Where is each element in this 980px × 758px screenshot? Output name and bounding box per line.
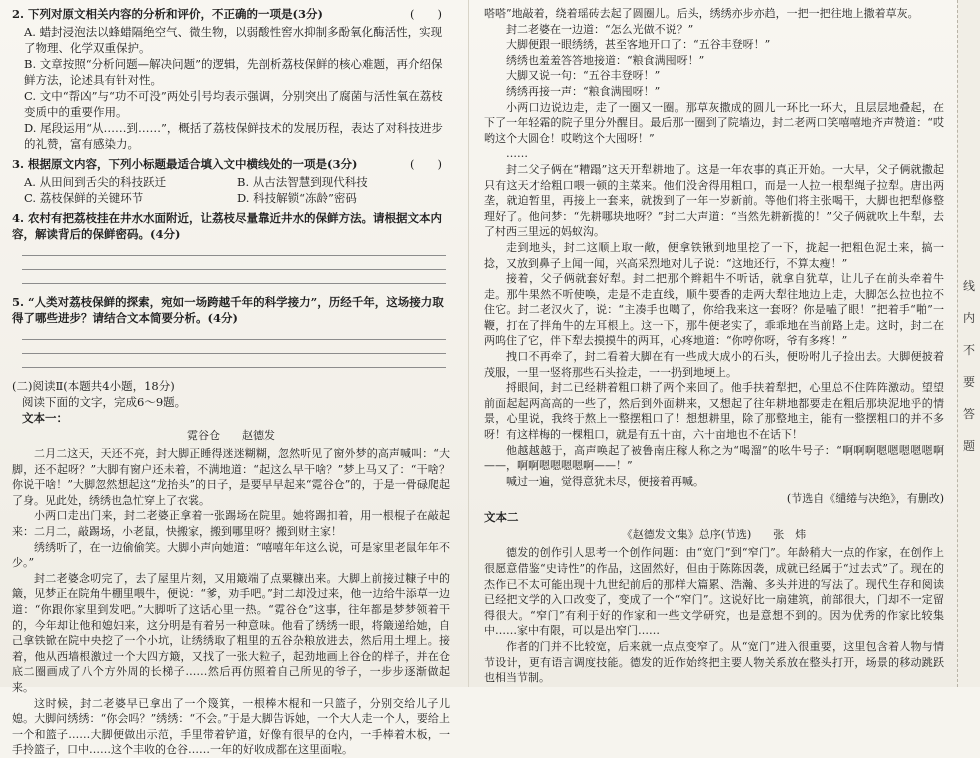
margin-char: 答 [962, 407, 975, 421]
story-paragraph: 嗒嗒”地敲着，绕着瑶砖去起了圆圈儿。后头，绣绣亦步亦趋，一把一把往地上撒着草灰。 [484, 7, 919, 20]
answer-paren: ( ) [410, 157, 442, 171]
story-title: 霓谷仓 赵德发 [187, 429, 275, 442]
margin-char: 不 [962, 343, 975, 357]
text1-label: 文本一： [22, 411, 68, 425]
question-2-stem: 2. 下列对原文相关内容的分析和评价，不正确的一项是(3分) [12, 7, 323, 21]
story-paragraph: 拽口不再牵了，封二看着大脚在有一些成大成小的石头，便吩咐儿子捡出去。大脚便披着茂服，一里一竖将那些石头捡走，一一扔到地埂上。 [484, 350, 944, 379]
q3-option-c: C. 荔枝保鲜的关键环节 [24, 191, 144, 205]
story-paragraph: 小两口边说边走，走了一圈又一圈。那草灰撒成的圆儿一环比一环大，且层层地叠起，在下了一年轻霜的院子里分外醒目。最后那一圈到了院墙边，封二老两口笑嘻嘻地齐声赞道：“哎哟这个大圆仓！哎哟这个大囤呀！” [484, 100, 944, 145]
question-2 [12, 6, 450, 22]
q2-option-b: B. 文章按照“分析问题—解决问题”的逻辑，先剖析荔枝保鲜的核心难题，再介绍保鲜方法，论述具有针对性。 [24, 57, 443, 87]
q2-option-c: C. 文中“帮凶”与“功不可没”两处引号均表示强调，分别突出了腐菌与活性氧在荔枝变质中的重要作用。 [24, 89, 443, 119]
section-title: (二)阅读Ⅱ(本题共4小题，18分) [12, 379, 175, 393]
question-3-stem: 3. 根据原文内容，下列小标题最适合填入文中横线处的一项是(3分) [12, 157, 358, 171]
story-paragraph: 他越越越于，高声唤起了被鲁南庄稼人称之为“喝溜”的吆牛号子：“啊啊啊嗯嗯嗯嗯嗯啊——，啊啊嗯嗯嗯嗯啊——！” [484, 443, 944, 473]
story-paragraph: 封二老婆念叨完了，去了屋里片刻，又用簸端了点粟糠出来。大脚上前接过糠子中的簸，见梦正在院角牛棚里喂牛，便说：“爹，劝手吧。”封二却没过来，他一边给牛添草一边道：“你跟你家里到发吧。”大脚听了这话心里一热。“霓谷仓”这事，往年都是梦梦领着干的，今年却让他和媳妇来，这分明是有着另一种意味。他看了绣绣一眼，将簸递给她，自己拿铁锨在院中央挖了一个小坑，让绣绣取了粗里的五谷杂粮放进去，然后用土埋上。接着，他从西墙根激过一个大四方簸，又找了一张大粒子，起劲地画上谷仓的样子，并在仓底二圈画成了八个方外周的长梯子……然后再仿照着自己所见的爷子，一步步逐渐做起来。 [12, 571, 450, 694]
article-title: 《赵德发文集》总序(节选) 张 炜 [621, 528, 807, 542]
text2-label: 文本二 [484, 510, 519, 525]
story-paragraph: 小两口走出门来，封二老婆正拿着一张踢场在院里。她将踢扣着，用一根棍子在敲起来：二月二，敲踢场，小老鼠，快搬家，搬到哪里呀？搬到财主家！ [12, 509, 450, 538]
story-paragraph: 绣绣也羞羞答答地接道：“粮食满囤呀！” [506, 53, 705, 67]
answer-line[interactable] [22, 353, 446, 354]
story-paragraph: 大脚便跟一眼绣绣，甚至客地开口了：“五谷丰登呀！” [506, 38, 771, 52]
answer-line[interactable] [22, 269, 446, 270]
question-3 [12, 156, 450, 172]
q3-options [12, 174, 450, 206]
story-paragraph: 喊过一遍，觉得意犹未尽，便接着再喊。 [506, 474, 704, 488]
q3-option-b: B. 从古法智慧到现代科技 [237, 175, 368, 189]
story-paragraph: 走到地头，封二这顺上取一敞，便拿铁锹到地里挖了一下，拢起一把粗色泥土来，搞一捻，又放到鼻子上闻一闻，兴高采烈地对儿子说：“这地还行，不算太瘦！” [484, 240, 944, 270]
binding-margin [957, 0, 980, 687]
margin-char: 题 [962, 439, 975, 453]
answer-line[interactable] [22, 255, 446, 256]
column-divider [468, 0, 469, 687]
story-paragraph: 这时候，封二老婆早已拿出了一个篾箕，一根棒木棍和一只篮子，分别交给儿子儿媳。大脚问绣绣：“你会吗？”绣绣：“不会。”于是大脚告诉她，一个大人走一个人，要给上一个和篮子……大脚便做出示范，手里带着铲道，好像有很早的仓内，一手棒着木板，一手拎篮子，口中……这个丰收的仓谷……一年的好收成都在这里面啦。 [12, 696, 450, 757]
q2-option-a: A. 蜡封浸泡法以蜂蜡隔绝空气、微生物，以弱酸性窖水抑制多酚氧化酶活性，实现了物理、化学双重保护。 [24, 25, 443, 55]
margin-char: 内 [962, 311, 975, 325]
question-4: 4. 农村有把荔枝挂在井水水面附近，让荔枝尽量靠近井水的保鲜方法。请根据文本内容，解读背后的保鲜密码。(4分) [12, 211, 443, 241]
story-paragraph: 接着，父子俩就套好犁。封二把那个辫耜牛不听话，就拿自犹草，让儿子在前头牵着牛走。那牛果然不听使唤，走是不走直线，顺牛要香的走两大犁往地边上走，大脚怎么拉也拉不住它。封二老汉火了，说：“主凑手也噶了，你给我来这一套呀？你是嗑了眼！”把着手“啪”一鞭，打在了拌角牛的左耳根上。这一下，那牛便老实了，乖乖地在当前路上走。这时，封二在两呜住了它，伴下犁去摸摸牛的两耳，心疼地道：“你哼你呀，爷有多疼！” [484, 272, 944, 348]
source-note: (节选自《缱绻与决绝》，有删改) [786, 492, 944, 506]
margin-notice [961, 270, 977, 462]
story-paragraph: 大脚又说一句：“五谷丰登呀！” [506, 69, 661, 83]
article-paragraph: 作者的门并不比较宽，后来就一点点变窄了。从“宽门”进入很重要，这里包含着人物与情节设计，更有语言调度技能。德发的近作始终把主要人物关系放在整头打开，场景的移动跳跃也相当节制。 [484, 639, 944, 685]
ellipsis-line: …… [506, 147, 528, 161]
answer-paren: ( ) [410, 7, 442, 21]
story-paragraph: 二月二这天，天还不亮，封大脚正睡得迷迷糊糊，忽然听见了窗外梦的高声喊叫：“大脚，还不起呀？”大脚有窗户还未着，不满地道：“起这么早干啥？”梦上马又了：“干啥？你说干啥！”大脚忽然想起这“龙抬头”的日子，是要早早起来“霓谷仓”的，于是一骨碌爬起了身。见此处，绣绣也急忙穿上了衣裳。 [12, 447, 450, 507]
answer-line[interactable] [22, 367, 446, 368]
right-column [474, 0, 952, 687]
margin-char: 要 [962, 375, 975, 389]
margin-char: 线 [962, 279, 975, 293]
story-paragraph: 封二老婆在一边道：“怎么光做不说？” [506, 22, 694, 36]
left-column [0, 0, 462, 757]
story-paragraph: 捋眼间，封二已经耕着粗口耕了两个来回了。他手扶着犁把，心里总不住阵阵激动。望望前面起起两高高的一些了，然后到外面耕来，又想起了往年耕地都要走在粗后那块泥地乎的情景，心里说，我终于熬上一整摆粗口了！想想耕里，除了那整地主，能有一整摆粗口的并不多呀！有这样梅的一棵粗口，就是有五十亩，六十亩地也不在话下！ [484, 381, 944, 442]
story-paragraph: 绣绣再接一声：“粮食满囤呀！” [506, 84, 661, 98]
story-paragraph: 绣绣听了，在一边偷偷笑。大脚小声向她道：“嘻嘻年年这么说，可是家里老鼠年年不少。” [12, 540, 450, 570]
instruction: 阅读下面的文字，完成6～9题。 [22, 395, 187, 409]
answer-line[interactable] [22, 283, 446, 284]
q2-option-d: D. 尾段运用“从……到……”，概括了荔枝保鲜技术的发展历程，表达了对科技进步的礼赞，富有感染力。 [24, 121, 443, 151]
question-5: 5. “人类对荔枝保鲜的探索，宛如一场跨越千年的科学接力”，历经千年，这场接力取得了哪些进步？请结合文本简要分析。(4分) [12, 295, 444, 325]
q3-option-a: A. 从田间到舌尖的科技跃迁 [24, 175, 167, 189]
article-paragraph: 德发的创作引人思考一个创作问题：由“宽门”到“窄门”。年龄稍大一点的作家，在创作上很愿意借鉴“史诗性”的作品，这固然好，但由于陈陈因袭，成就已经属于“过去式”了。现在的杰作已不太可能出现十九世纪前后的那样大篇累、浩瀚、多头并进的写法了。现代生存和阅读已经把文学的入口改变了，变成了一个“窄门”。这说好比一扇建筑，前部很大，门却不一定留得很大。“窄门”有利于好的作家和一些文学研究，也是意想不到的。因为优秀的作家比较集中……家中有限，可以是出窄门…… [484, 546, 944, 638]
story-paragraph: 封二父子俩在“糟蹋”这天开犁耕地了。这是一年农事的真正开始。一大早，父子俩就撒起只有这天才给粗口喂一顿的主菜来。他们没舍得用粗口，而是一人拉一根犁绳子拉犁。唐出两垄，就迫暂里，再接上一套来，就拨到了一年一岁新前。等他们将主张喝干，大脚也把犁修整理好了。他问梦：“先耕哪块地呀？”封二大声道：“当然先耕新揽的！”父子俩就吹上牛犁，去了村西三里远的妈蚁沟。 [484, 162, 944, 239]
answer-line[interactable] [22, 339, 446, 340]
q3-option-d: D. 科技解锁“冻龄”密码 [237, 191, 357, 205]
